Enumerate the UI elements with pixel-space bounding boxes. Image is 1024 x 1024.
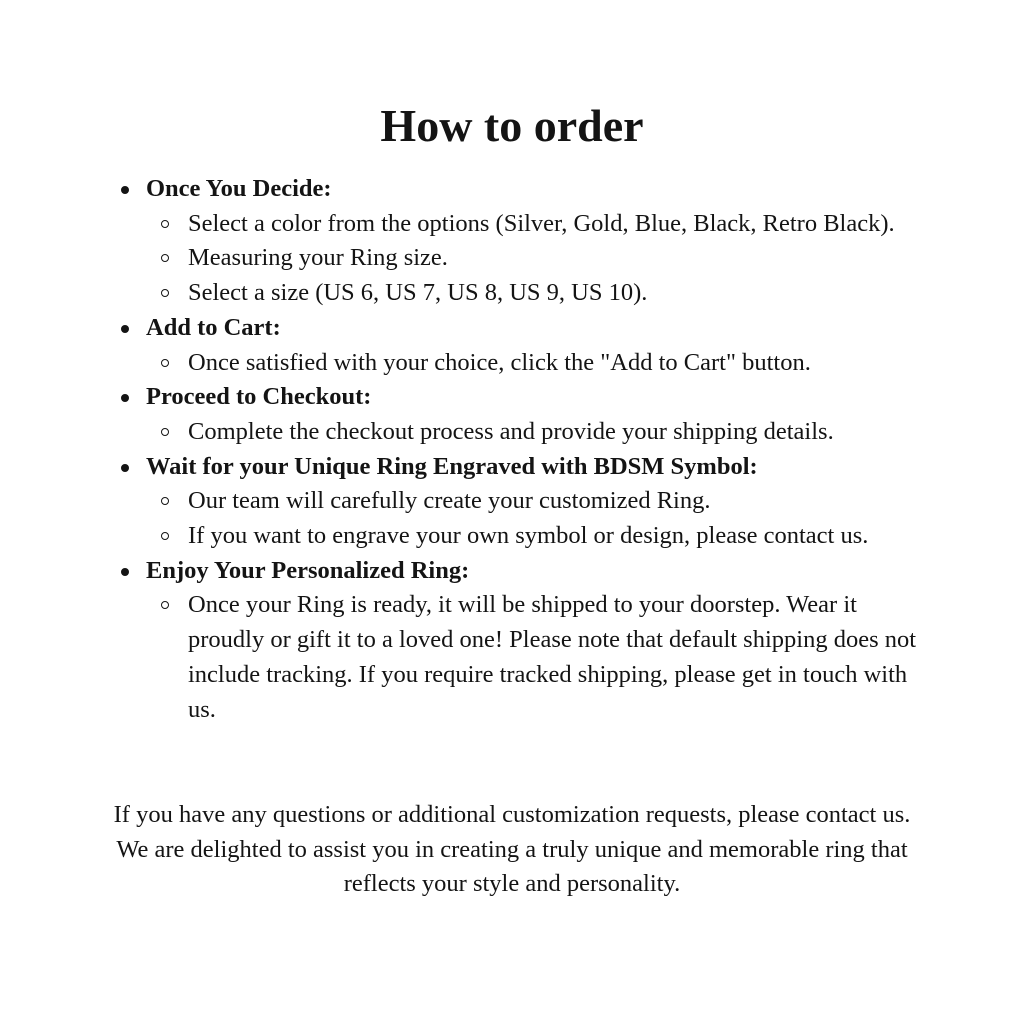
- substep-text: Select a size (US 6, US 7, US 8, US 9, US 10).: [188, 279, 648, 307]
- substep-text: Once satisfied with your choice, click the "Add to Cart" button.: [188, 348, 811, 376]
- step-heading: Once You Decide:: [146, 175, 332, 202]
- step-wait-for-ring: [116, 450, 936, 554]
- substep-text: Complete the checkout process and provide your shipping details.: [188, 417, 834, 445]
- substep-text: Once your Ring is ready, it will be shipped to your doorstep. Wear it proudly or gift it to a loved one! Please note that default shipping does not include tracking. If you require tracked shipping, please get in touch with us.: [188, 591, 917, 723]
- step-heading: Wait for your Unique Ring Engraved with BDSM Symbol:: [146, 452, 758, 480]
- substep-text: If you want to engrave your own symbol or design, please contact us.: [188, 522, 869, 550]
- hollow-bullet-icon: [161, 220, 169, 228]
- step-heading: Proceed to Checkout:: [146, 383, 372, 411]
- page-title: How to order: [380, 100, 644, 151]
- substeps-list: [146, 346, 936, 381]
- bullet-icon: [121, 394, 129, 402]
- substep-text: Our team will carefully create your customized Ring.: [188, 487, 711, 515]
- substep-select-color: [146, 207, 936, 242]
- step-add-to-cart: [116, 311, 936, 380]
- step-once-you-decide: [116, 172, 936, 311]
- substeps-list: [146, 415, 936, 450]
- substep-complete-checkout: [146, 415, 936, 450]
- substep-shipping-info: [146, 588, 936, 727]
- hollow-bullet-icon: [161, 289, 169, 297]
- hollow-bullet-icon: [161, 601, 169, 609]
- step-enjoy-ring: [116, 554, 936, 728]
- substep-text: Select a color from the options (Silver, Gold, Blue, Black, Retro Black).: [188, 209, 895, 237]
- bullet-icon: [121, 464, 129, 472]
- substeps-list: [146, 484, 936, 553]
- substep-select-size: [146, 276, 936, 311]
- hollow-bullet-icon: [161, 428, 169, 436]
- substeps-list: [146, 588, 936, 727]
- hollow-bullet-icon: [161, 497, 169, 505]
- substep-team-creates-ring: [146, 484, 936, 519]
- substep-custom-engraving: [146, 519, 936, 554]
- order-steps-list: [116, 172, 936, 727]
- bullet-icon: [121, 568, 129, 576]
- closing-note: If you have any questions or additional customization requests, please contact us. We are delighted to assist you in creating a truly unique and memorable ring that reflects your style and personality.: [113, 801, 911, 898]
- substeps-list: [146, 207, 936, 311]
- substep-click-add-to-cart: [146, 346, 936, 381]
- step-heading: Add to Cart:: [146, 313, 281, 341]
- substep-measure-size: [146, 241, 936, 276]
- bullet-icon: [121, 186, 129, 194]
- substep-text: Measuring your Ring size.: [188, 244, 448, 272]
- hollow-bullet-icon: [161, 532, 169, 540]
- step-heading: Enjoy Your Personalized Ring:: [146, 556, 470, 584]
- hollow-bullet-icon: [161, 359, 169, 367]
- step-proceed-to-checkout: [116, 380, 936, 449]
- hollow-bullet-icon: [161, 254, 169, 262]
- bullet-icon: [121, 325, 129, 333]
